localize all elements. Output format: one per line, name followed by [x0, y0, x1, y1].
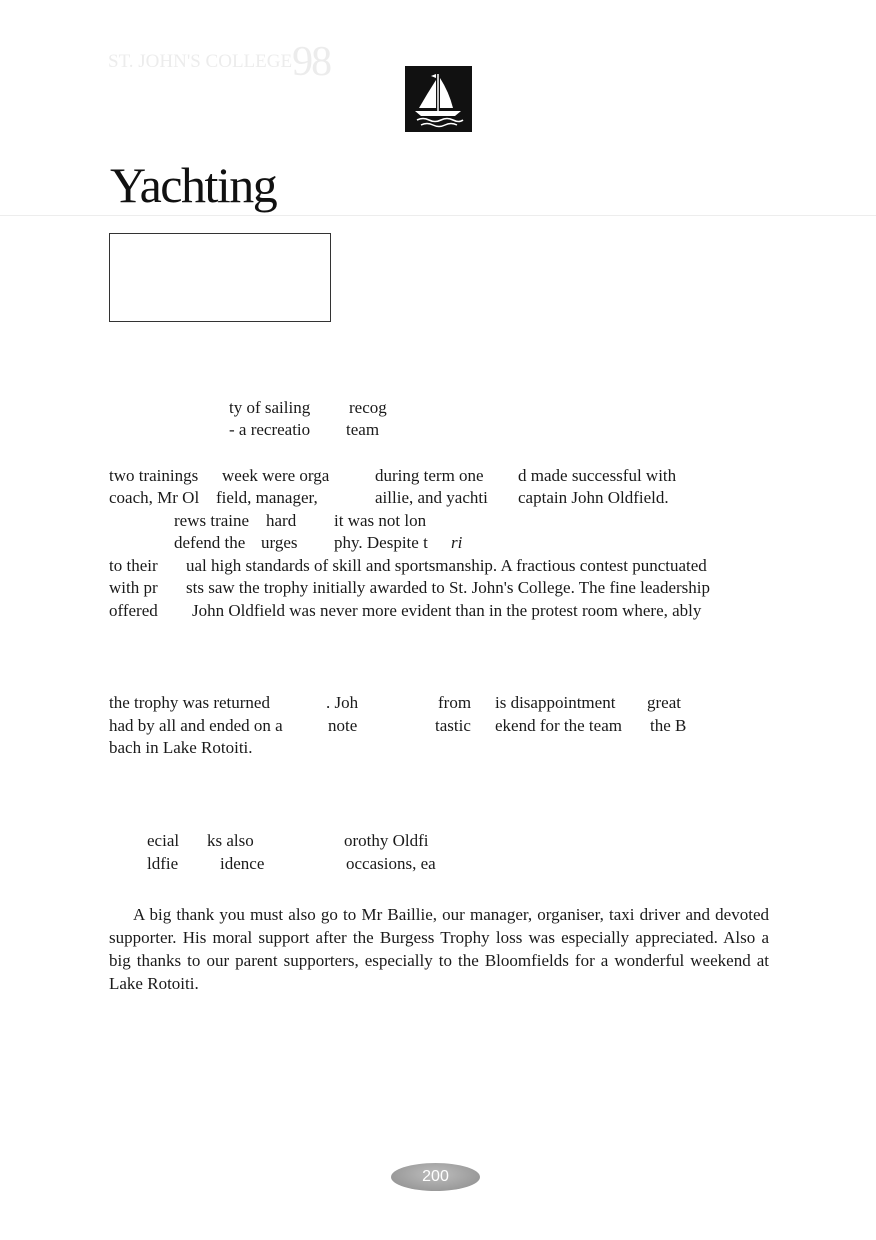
text-fragment: with pr [109, 578, 158, 597]
text-fragment: from [438, 693, 472, 712]
text-fragment: had by all and ended on a [109, 716, 283, 735]
text-fragment: phy. Despite t [334, 533, 428, 552]
text-fragment: d made successful with [518, 466, 677, 485]
text-fragment: captain John Oldfield. [518, 488, 669, 507]
text-fragment: John Oldfield was never more evident than in the protest room where, ably [192, 601, 702, 620]
text-fragment: ual high standards of skill and sportsmanship. A fractious contest punctuated [186, 556, 707, 575]
text-fragment: ri [451, 533, 463, 552]
text-fragment: ldfie [147, 854, 179, 873]
page-number-badge [391, 1163, 480, 1191]
text-fragment: idence [220, 854, 265, 873]
text-fragment: . Joh [326, 693, 359, 712]
text-fragment: during term one [375, 466, 484, 485]
watermark-number: 98 [292, 39, 331, 85]
text-fragment: ecial [147, 831, 180, 850]
text-fragment: coach, Mr Ol [109, 488, 200, 507]
closing-paragraph-text: A big thank you must also go to Mr Baillie, our manager, organiser, taxi driver and devoted supporter. His moral support after the Burgess Trophy loss was especially appreciated. Also a big thanks to our parent supporters, especially to the Bloomfields for a wonderful weekend at Lake Rotoiti. [109, 905, 769, 993]
text-fragment: bach in Lake Rotoiti. [109, 738, 253, 757]
text-fragment: to their [109, 556, 158, 575]
text-fragment: rews traine [174, 511, 250, 530]
page-title: Yachting [110, 157, 277, 213]
photo-placeholder [109, 233, 331, 322]
closing-paragraph [109, 903, 769, 995]
text-fragment: note [328, 716, 358, 735]
watermark-year [108, 38, 330, 86]
text-fragment: ty of sailing [229, 398, 311, 417]
page-number: 200 [422, 1168, 449, 1185]
text-fragment: aillie, and yachti [375, 488, 488, 507]
watermark-label: ST. JOHN'S COLLEGE [108, 51, 293, 72]
text-fragment: tastic [435, 716, 471, 735]
header-divider [0, 215, 876, 216]
text-fragment: urges [261, 533, 298, 552]
text-fragment: hard [266, 511, 297, 530]
text-fragment: - a recreatio [229, 420, 311, 439]
sailboat-icon [405, 66, 472, 132]
text-fragment: is disappointment [495, 693, 616, 712]
text-fragment: offered [109, 601, 158, 620]
text-fragment: the trophy was returned [109, 693, 270, 712]
text-fragment: team [346, 420, 380, 439]
text-fragment: sts saw the trophy initially awarded to St. John's College. The fine leadership [186, 578, 710, 597]
text-fragment: field, manager, [216, 488, 318, 507]
text-fragment: great [647, 693, 681, 712]
text-fragment: recog [349, 398, 387, 417]
text-fragment: ekend for the team [495, 716, 622, 735]
text-fragment: the B [650, 716, 687, 735]
text-fragment: week were orga [222, 466, 330, 485]
text-fragment: defend the [174, 533, 246, 552]
text-fragment: it was not lon [334, 511, 427, 530]
text-fragment: ks also [207, 831, 254, 850]
text-fragment: two trainings [109, 466, 199, 485]
text-fragment: orothy Oldfi [344, 831, 429, 850]
text-fragment: occasions, ea [346, 854, 436, 873]
